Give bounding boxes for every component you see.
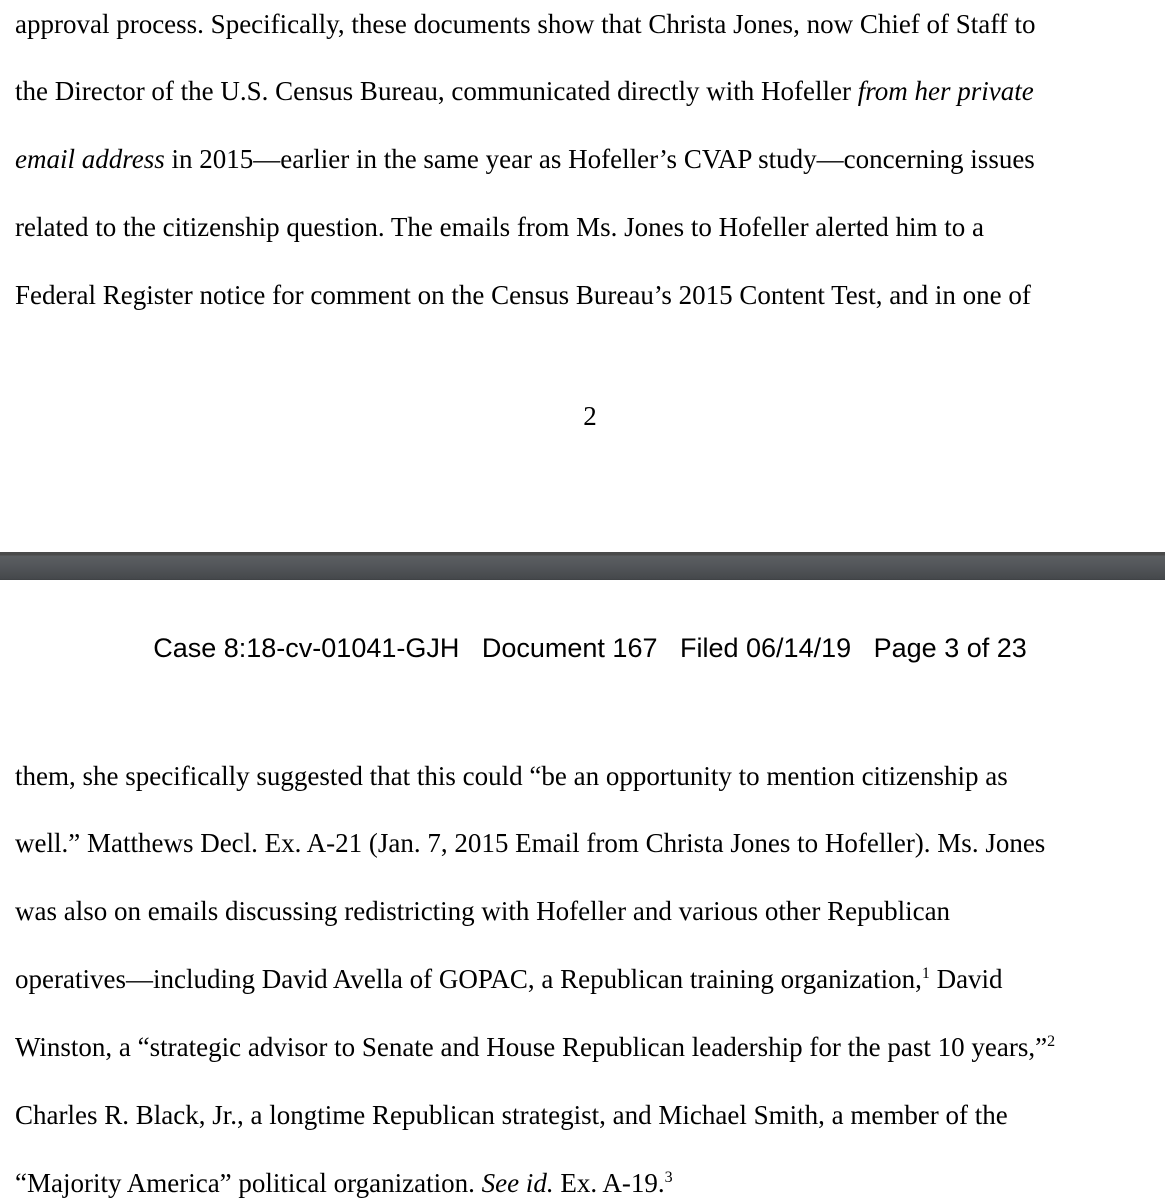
page-2-bottom-section xyxy=(0,0,1165,552)
italic-text-run: email address xyxy=(15,144,165,174)
body-text-line xyxy=(15,75,1034,107)
footnote-marker: 2 xyxy=(1047,1033,1056,1050)
body-text-line xyxy=(15,895,950,927)
document-number: Document 167 xyxy=(481,633,658,663)
body-text-line xyxy=(15,760,1008,792)
text-run: Winston, a “strategic advisor to Senate and House Republican leadership for the past 10 years,” xyxy=(15,1032,1048,1062)
page-number: 2 xyxy=(583,401,597,431)
body-text-line xyxy=(15,143,1035,175)
body-text-line xyxy=(15,827,1045,859)
body-text-line xyxy=(15,1167,673,1199)
body-text-line xyxy=(15,211,984,243)
body-text-line xyxy=(15,963,1003,995)
text-run: related to the citizenship question. The emails from Ms. Jones to Hofeller alerted him to a xyxy=(15,212,984,242)
text-run: Ex. A-19. xyxy=(553,1168,665,1198)
page-3-top-section xyxy=(0,580,1165,1200)
italic-text-run: from her private xyxy=(857,76,1034,106)
page-count: Page 3 of 23 xyxy=(873,633,1027,663)
filed-date: Filed 06/14/19 xyxy=(680,633,852,663)
text-run: well.” Matthews Decl. Ex. A-21 (Jan. 7, 2015 Email from Christa Jones to Hofeller). Ms. Jones xyxy=(15,828,1046,858)
text-run: them, she specifically suggested that this could “be an opportunity to mention citizenship as xyxy=(15,761,1008,791)
text-run: operatives—including David Avella of GOPAC, a Republican training organization, xyxy=(15,964,922,994)
text-run: “Majority America” political organization. xyxy=(15,1168,482,1198)
italic-text-run: See id. xyxy=(481,1168,554,1198)
footnote-marker: 1 xyxy=(921,965,930,982)
case-number: Case 8:18-cv-01041-GJH xyxy=(153,633,460,663)
body-text-line xyxy=(15,1031,1055,1063)
text-run: Federal Register notice for comment on the Census Bureau’s 2015 Content Test, and in one of xyxy=(15,280,1031,310)
text-run: approval process. Specifically, these documents show that Christa Jones, now Chief of Staff to xyxy=(15,9,1036,39)
text-run: in 2015—earlier in the same year as Hofeller’s CVAP study—concerning issues xyxy=(164,144,1035,174)
case-header xyxy=(0,632,1165,664)
body-text-line xyxy=(15,1099,1008,1131)
body-text-line xyxy=(15,279,1031,311)
text-run: was also on emails discussing redistricting with Hofeller and various other Republican xyxy=(15,896,951,926)
text-run: David xyxy=(929,964,1003,994)
page-divider xyxy=(0,552,1165,580)
footnote-marker: 3 xyxy=(664,1169,673,1186)
body-text-line xyxy=(15,8,1036,40)
text-run: the Director of the U.S. Census Bureau, communicated directly with Hofeller xyxy=(15,76,858,106)
text-run: Charles R. Black, Jr., a longtime Republican strategist, and Michael Smith, a member of the xyxy=(15,1100,1008,1130)
